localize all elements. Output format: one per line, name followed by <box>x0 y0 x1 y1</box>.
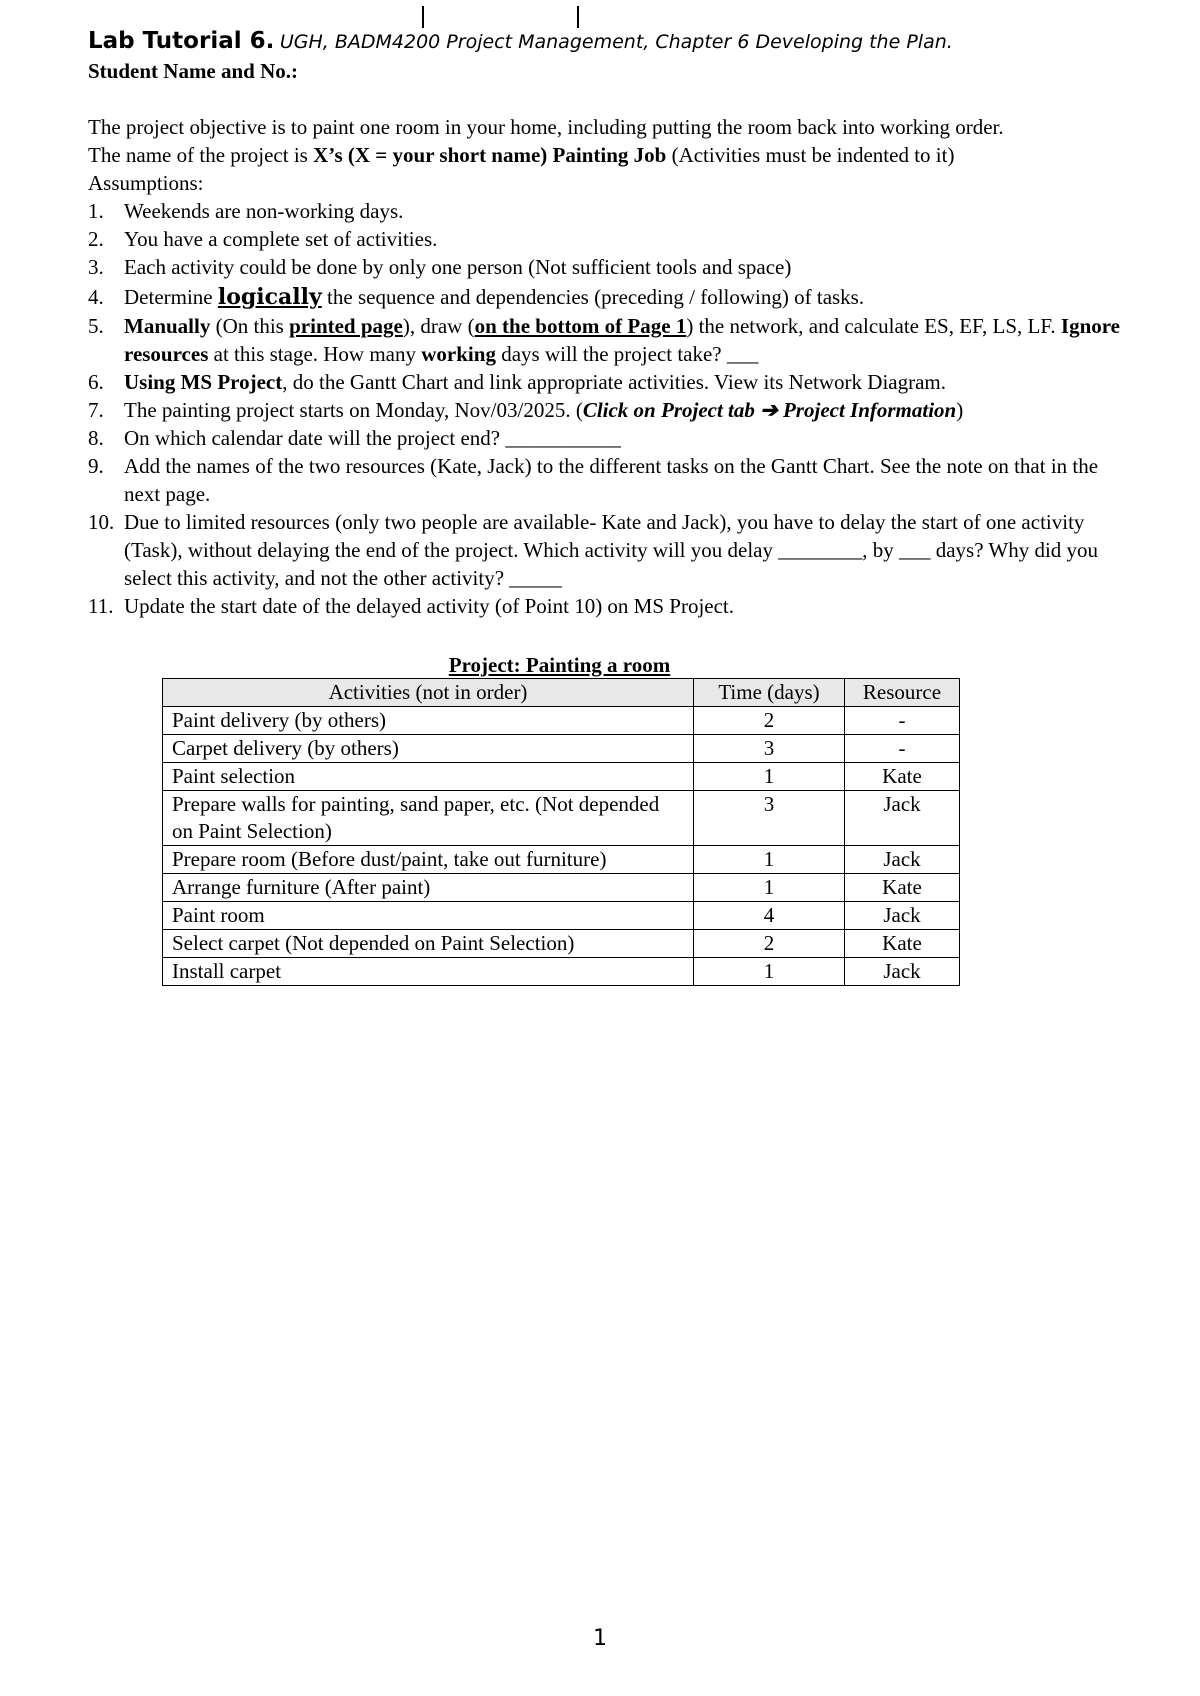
list-item: 2. You have a complete set of activities. <box>88 227 438 251</box>
assumption-list <box>88 197 1128 620</box>
cursor-mark-2 <box>577 6 579 28</box>
page-number: 1 <box>593 1626 607 1651</box>
table-row: Paint selection 1 Kate <box>163 763 960 791</box>
header-time: Time (days) <box>694 679 845 707</box>
table-row: Arrange furniture (After paint) 1 Kate <box>163 874 960 902</box>
list-item: 4. Determine logically the sequence and dependencies (preceding / following) of tasks. <box>88 284 865 310</box>
list-item: 9. Add the names of the two resources (Kate, Jack) to the different tasks on the Gantt Chart. See the note on that in the next page. <box>88 454 1099 506</box>
lab-title: Lab Tutorial 6. <box>88 28 275 54</box>
objective-text: The project objective is to paint one room in your home, including putting the room back into working order. <box>88 115 1004 139</box>
table-row: Prepare walls for painting, sand paper, etc. (Not depended on Paint Selection) 3 Jack <box>163 791 960 846</box>
list-item: 3. Each activity could be done by only one person (Not sufficient tools and space) <box>88 255 792 279</box>
list-item: 7. The painting project starts on Monday, Nov/03/2025. (Click on Project tab ➔ Project Information) <box>88 398 964 422</box>
project-name-line: The name of the project is X’s (X = your short name) Painting Job (Activities must be indented to it) <box>88 143 955 167</box>
list-item: 5. Manually (On this printed page), draw (on the bottom of Page 1) the network, and calculate ES, EF, LS, LF. Ignore resources at this stage. How many working days will the project take? ___ <box>88 314 1121 366</box>
header-activities: Activities (not in order) <box>163 679 694 707</box>
list-item: 6. Using MS Project, do the Gantt Chart and link appropriate activities. View its Network Diagram. <box>88 370 947 394</box>
table-title: Project: Painting a room <box>448 653 671 677</box>
table-row: Carpet delivery (by others) 3 - <box>163 735 960 763</box>
assumptions-label: Assumptions: <box>88 171 204 195</box>
list-item: 10. Due to limited resources (only two people are available- Kate and Jack), you have to delay the start of one activity (Task), without delaying the end of the project. Which activity will you delay ________, by ___ days? Why did you select this activity, and not the other activity? _____ <box>88 510 1099 590</box>
course-line: UGH, BADM4200 Project Management, Chapter 6 Developing the Plan. <box>279 31 953 53</box>
cursor-mark-1 <box>422 6 424 28</box>
table-row: Prepare room (Before dust/paint, take out furniture) 1 Jack <box>163 846 960 874</box>
list-item: 8. On which calendar date will the project end? ___________ <box>88 426 621 450</box>
table-row: Paint room 4 Jack <box>163 902 960 930</box>
activities-table <box>162 678 960 986</box>
project-name: X’s (X = your short name) Painting Job <box>313 143 667 167</box>
list-item: 11. Update the start date of the delayed activity (of Point 10) on MS Project. <box>88 594 735 618</box>
student-name-label: Student Name and No.: <box>88 59 299 83</box>
table-row: Select carpet (Not depended on Paint Selection) 2 Kate <box>163 930 960 958</box>
header-line <box>88 26 1128 57</box>
table-header-row <box>163 679 960 707</box>
document-body <box>88 26 1128 620</box>
table-row: Paint delivery (by others) 2 - <box>163 707 960 735</box>
list-item: 1. Weekends are non-working days. <box>88 199 404 223</box>
table-row: Install carpet 1 Jack <box>163 958 960 986</box>
header-resource: Resource <box>845 679 960 707</box>
